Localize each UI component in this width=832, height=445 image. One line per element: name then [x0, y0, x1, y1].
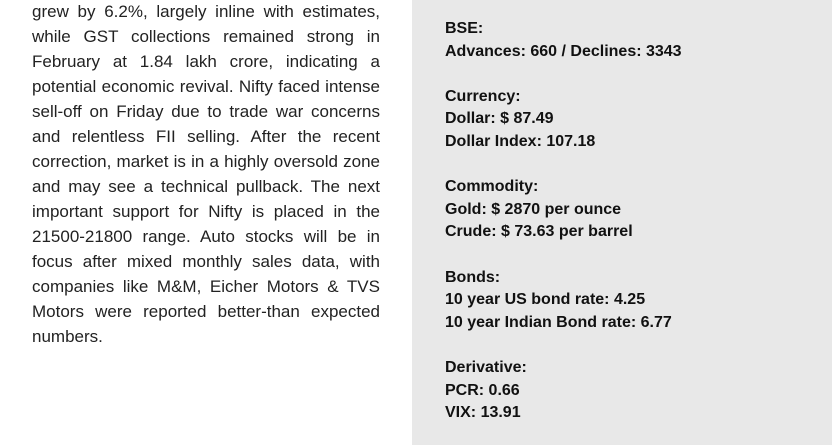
- market-stats: [445, 18, 682, 425]
- currency-group: [445, 86, 682, 154]
- dollar-rate: Dollar: $ 87.49: [445, 110, 554, 128]
- commodity-group: [445, 176, 682, 244]
- gold-price: Gold: $ 2870 per ounce: [445, 200, 622, 218]
- bonds-group: [445, 267, 682, 335]
- derivative-heading: Derivative:: [445, 358, 527, 376]
- dollar-index: Dollar Index: 107.18: [445, 132, 596, 150]
- indian-bond-rate: 10 year Indian Bond rate: 6.77: [445, 313, 672, 331]
- advances-declines: Advances: 660 / Declines: 3343: [445, 42, 682, 60]
- market-commentary: [32, 0, 380, 349]
- crude-price: Crude: $ 73.63 per barrel: [445, 223, 633, 241]
- commodity-heading: Commodity:: [445, 178, 539, 196]
- market-snapshot-panel: [412, 0, 832, 445]
- bse-group: [445, 18, 682, 63]
- currency-heading: Currency:: [445, 87, 521, 105]
- vix-value: VIX: 13.91: [445, 404, 521, 422]
- commentary-paragraph: grew by 6.2%, largely inline with estimates, while GST collections remained strong in February at 1.84 lakh crore, indicating a potential economic revival. Nifty faced intense sell-off on Friday due to trade war concerns and relentless FII selling. After the recent correction, market is in a highly oversold zone and may see a technical pullback. The next important support for Nifty is placed in the 21500-21800 range. Auto stocks will be in focus after mixed monthly sales data, with companies like M&M, Eicher Motors & TVS Motors were reported better-than expected numbers.: [32, 2, 380, 346]
- pcr-value: PCR: 0.66: [445, 381, 520, 399]
- bonds-heading: Bonds:: [445, 268, 501, 286]
- bse-heading: BSE:: [445, 20, 484, 37]
- derivative-group: [445, 357, 682, 425]
- us-bond-rate: 10 year US bond rate: 4.25: [445, 291, 646, 309]
